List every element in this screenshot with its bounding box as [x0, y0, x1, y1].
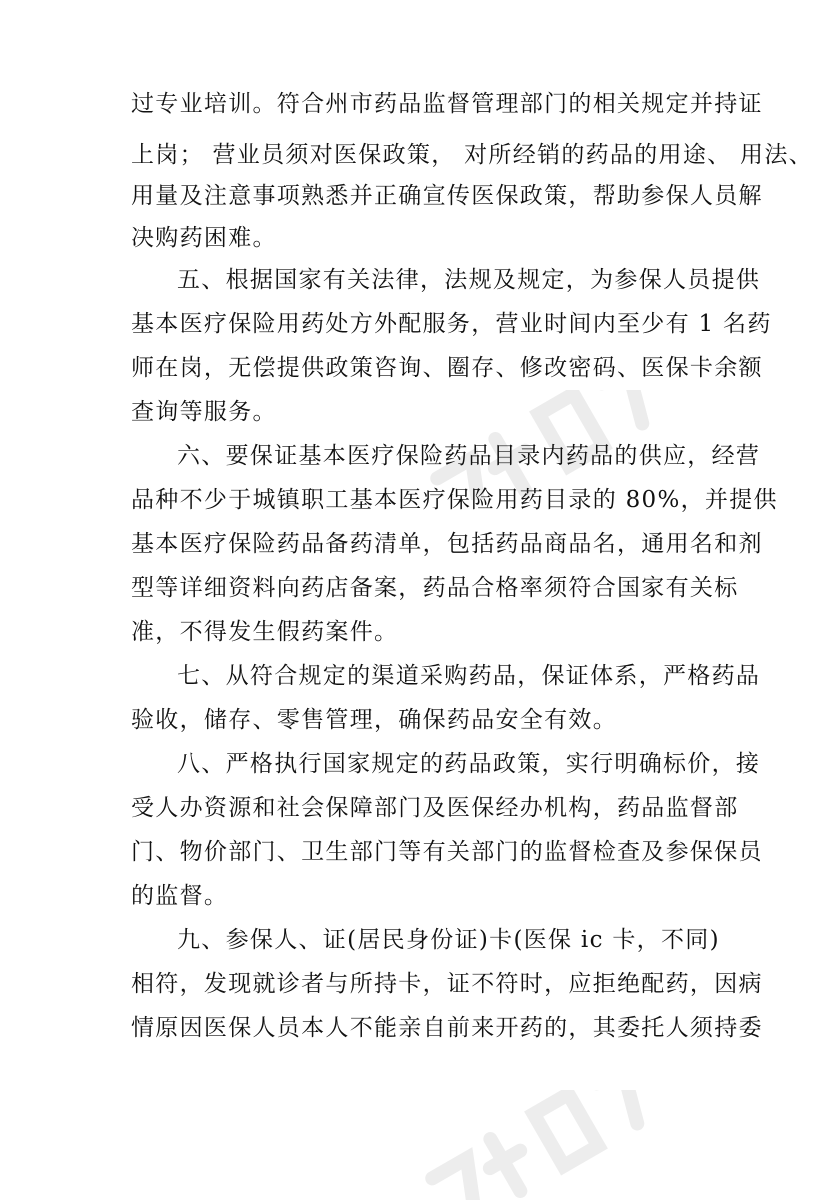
text-line: 用量及注意事项熟悉并正确宣传医保政策，帮助参保人员解	[131, 183, 763, 209]
paragraph-5-start: 五、根据国家有关法律，法规及规定，为参保人员提供	[177, 267, 761, 293]
text-line: 决购药困难。	[131, 225, 277, 251]
text-line: 过专业培训。符合州市药品监督管理部门的相关规定并持证	[131, 91, 763, 117]
text-line: 情原因医保人员本人不能亲自前来开药的，其委托人须持委	[131, 1015, 763, 1041]
text-line: 师在岗，无偿提供政策咨询、圈存、修改密码、医保卡余额	[131, 355, 763, 381]
watermark-logo-bottom	[390, 1090, 690, 1200]
text-line: 基本医疗保险用药处方外配服务，营业时间内至少有 1 名药	[131, 311, 772, 337]
text-line: 查询等服务。	[131, 399, 277, 425]
text-line: 验收，储存、零售管理，确保药品安全有效。	[131, 707, 617, 733]
text-line: 的监督。	[131, 883, 229, 909]
text-line: 门、物价部门、卫生部门等有关部门的监督检查及参保保员	[131, 839, 763, 865]
paragraph-9-start: 九、参保人、证(居民身份证)卡(医保 ic 卡，不同)	[177, 927, 720, 953]
text-line: 受人办资源和社会保障部门及医保经办机构，药品监督部	[131, 795, 739, 821]
text-line: 品种不少于城镇职工基本医疗保险用药目录的 80%，并提供	[131, 487, 778, 513]
paragraph-6-start: 六、要保证基本医疗保险药品目录内药品的供应，经营	[177, 443, 761, 469]
text-line: 上岗； 营业员须对医保政策， 对所经销的药品的用途、 用法、	[131, 142, 813, 168]
paragraph-8-start: 八、严格执行国家规定的药品政策，实行明确标价，接	[177, 751, 761, 777]
text-line: 型等详细资料向药店备案，药品合格率须符合国家有关标	[131, 575, 739, 601]
text-line: 基本医疗保险药品备药清单，包括药品商品名，通用名和剂	[131, 531, 763, 557]
text-line: 相符，发现就诊者与所持卡，证不符时，应拒绝配药，因病	[131, 971, 763, 997]
paragraph-7-start: 七、从符合规定的渠道采购药品，保证体系，严格药品	[177, 663, 761, 689]
text-line: 准，不得发生假药案件。	[131, 619, 399, 645]
